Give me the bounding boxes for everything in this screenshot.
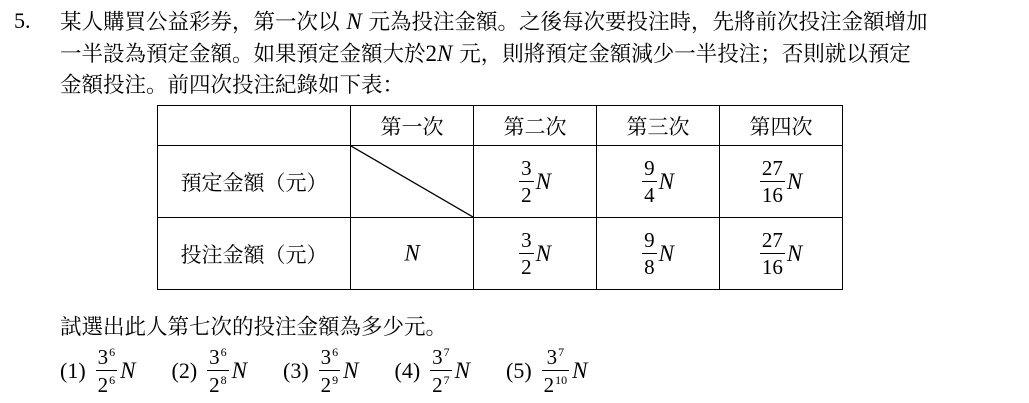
base: 3 <box>546 345 558 369</box>
variable-n: N <box>454 358 470 383</box>
bet-third <box>597 218 720 290</box>
numerator: 9 <box>644 227 655 252</box>
question-ask: 試選出此人第七次的投注金額為多少元。 <box>60 315 448 340</box>
empty-diagonal-cell <box>351 146 474 218</box>
exponent: 10 <box>555 373 568 387</box>
option-label: (1) <box>60 358 86 383</box>
option-5[interactable] <box>506 346 588 396</box>
bet-fourth <box>720 218 843 290</box>
variable-n: N <box>231 358 247 383</box>
variable-n: N <box>658 168 674 194</box>
question-stem <box>60 6 1020 101</box>
stem-line-1 <box>60 6 1020 38</box>
option-label: (4) <box>394 358 421 383</box>
planned-third <box>597 146 720 218</box>
variable-n: N <box>572 358 588 383</box>
option-fraction <box>319 346 341 396</box>
variable-n: N <box>535 168 551 194</box>
betting-record-table <box>157 105 843 290</box>
variable-n: N <box>343 358 359 383</box>
table-row <box>158 146 843 218</box>
fraction <box>519 155 534 207</box>
denominator: 2 <box>521 254 532 279</box>
denominator: 2 <box>521 182 532 207</box>
bet-first <box>351 218 474 290</box>
fraction <box>519 227 534 279</box>
option-label: (2) <box>171 358 198 383</box>
variable-n: N <box>346 9 362 34</box>
option-label: (3) <box>283 358 309 383</box>
denominator: 4 <box>644 182 655 207</box>
stem-text: 某人購買公益彩券，第一次以 <box>60 10 340 35</box>
option-fraction <box>96 346 118 396</box>
table-row <box>158 218 843 290</box>
answer-options <box>60 343 624 399</box>
header-second: 第二次 <box>474 106 597 146</box>
numerator <box>545 346 567 370</box>
numerator <box>96 346 118 370</box>
header-fourth: 第四次 <box>720 106 843 146</box>
exponent: 8 <box>220 373 227 387</box>
denominator <box>542 370 570 396</box>
base: 3 <box>209 345 220 369</box>
diagonal-line <box>351 146 473 217</box>
fraction <box>760 227 785 279</box>
base: 3 <box>320 345 332 369</box>
denominator: 16 <box>761 254 783 279</box>
exponent: 6 <box>109 345 116 359</box>
exponent: 7 <box>443 345 450 359</box>
numerator: 3 <box>521 227 532 252</box>
denominator <box>319 370 341 396</box>
option-2[interactable] <box>172 346 248 396</box>
stem-line-2 <box>60 38 1020 70</box>
variable-n: N <box>535 240 551 266</box>
option-label: (5) <box>506 358 532 383</box>
base: 2 <box>97 373 109 397</box>
bet-second <box>474 218 597 290</box>
denominator <box>430 370 452 396</box>
denominator <box>96 370 118 396</box>
row-label-bet: 投注金額（元） <box>158 218 351 290</box>
numerator: 27 <box>761 155 783 180</box>
fraction <box>642 227 657 279</box>
planned-second <box>474 146 597 218</box>
variable-n: N <box>404 240 420 266</box>
numerator <box>430 346 452 370</box>
option-3[interactable] <box>283 346 359 396</box>
numerator <box>319 346 341 370</box>
denominator <box>207 370 229 396</box>
base: 2 <box>432 373 443 397</box>
fraction <box>642 155 657 207</box>
denominator: 8 <box>644 254 655 279</box>
base: 3 <box>432 345 443 369</box>
exponent: 6 <box>220 345 227 359</box>
base: 2 <box>543 373 555 397</box>
variable-n: N <box>658 240 674 266</box>
coefficient: 2 <box>425 41 438 66</box>
row-label-planned: 預定金額（元） <box>158 146 351 218</box>
fraction <box>760 155 785 207</box>
variable-n: N <box>120 358 136 383</box>
table-header-row <box>158 106 843 146</box>
stem-text: 元，則將預定金額減少一半投注；否則就以預定 <box>459 42 911 67</box>
stem-text: 元為投注金額。之後每次要投注時，先將前次投注金額增加 <box>368 10 928 35</box>
header-third: 第三次 <box>597 106 720 146</box>
exponent: 6 <box>109 373 116 387</box>
question-number: 5. <box>14 8 31 33</box>
numerator <box>207 346 229 370</box>
header-corner <box>158 106 351 146</box>
denominator: 16 <box>761 182 783 207</box>
stem-line-3: 金額投注。前四次投注紀錄如下表： <box>60 73 405 98</box>
option-fraction <box>542 346 570 396</box>
numerator: 27 <box>761 227 783 252</box>
base: 2 <box>209 373 220 397</box>
variable-n: N <box>437 41 453 66</box>
numerator: 9 <box>644 155 655 180</box>
planned-fourth <box>720 146 843 218</box>
base: 2 <box>320 373 332 397</box>
exponent: 7 <box>558 345 565 359</box>
header-first: 第一次 <box>351 106 474 146</box>
option-4[interactable] <box>395 346 471 396</box>
variable-n: N <box>786 168 803 194</box>
option-fraction <box>430 346 452 396</box>
variable-n: N <box>786 240 803 266</box>
exponent: 7 <box>443 373 450 387</box>
stem-text: 一半設為預定金額。如果預定金額大於 <box>60 42 426 67</box>
numerator: 3 <box>521 155 532 180</box>
option-fraction <box>207 346 229 396</box>
exponent: 9 <box>332 373 339 387</box>
exponent: 6 <box>332 345 339 359</box>
base: 3 <box>97 345 109 369</box>
option-1[interactable] <box>60 346 136 396</box>
